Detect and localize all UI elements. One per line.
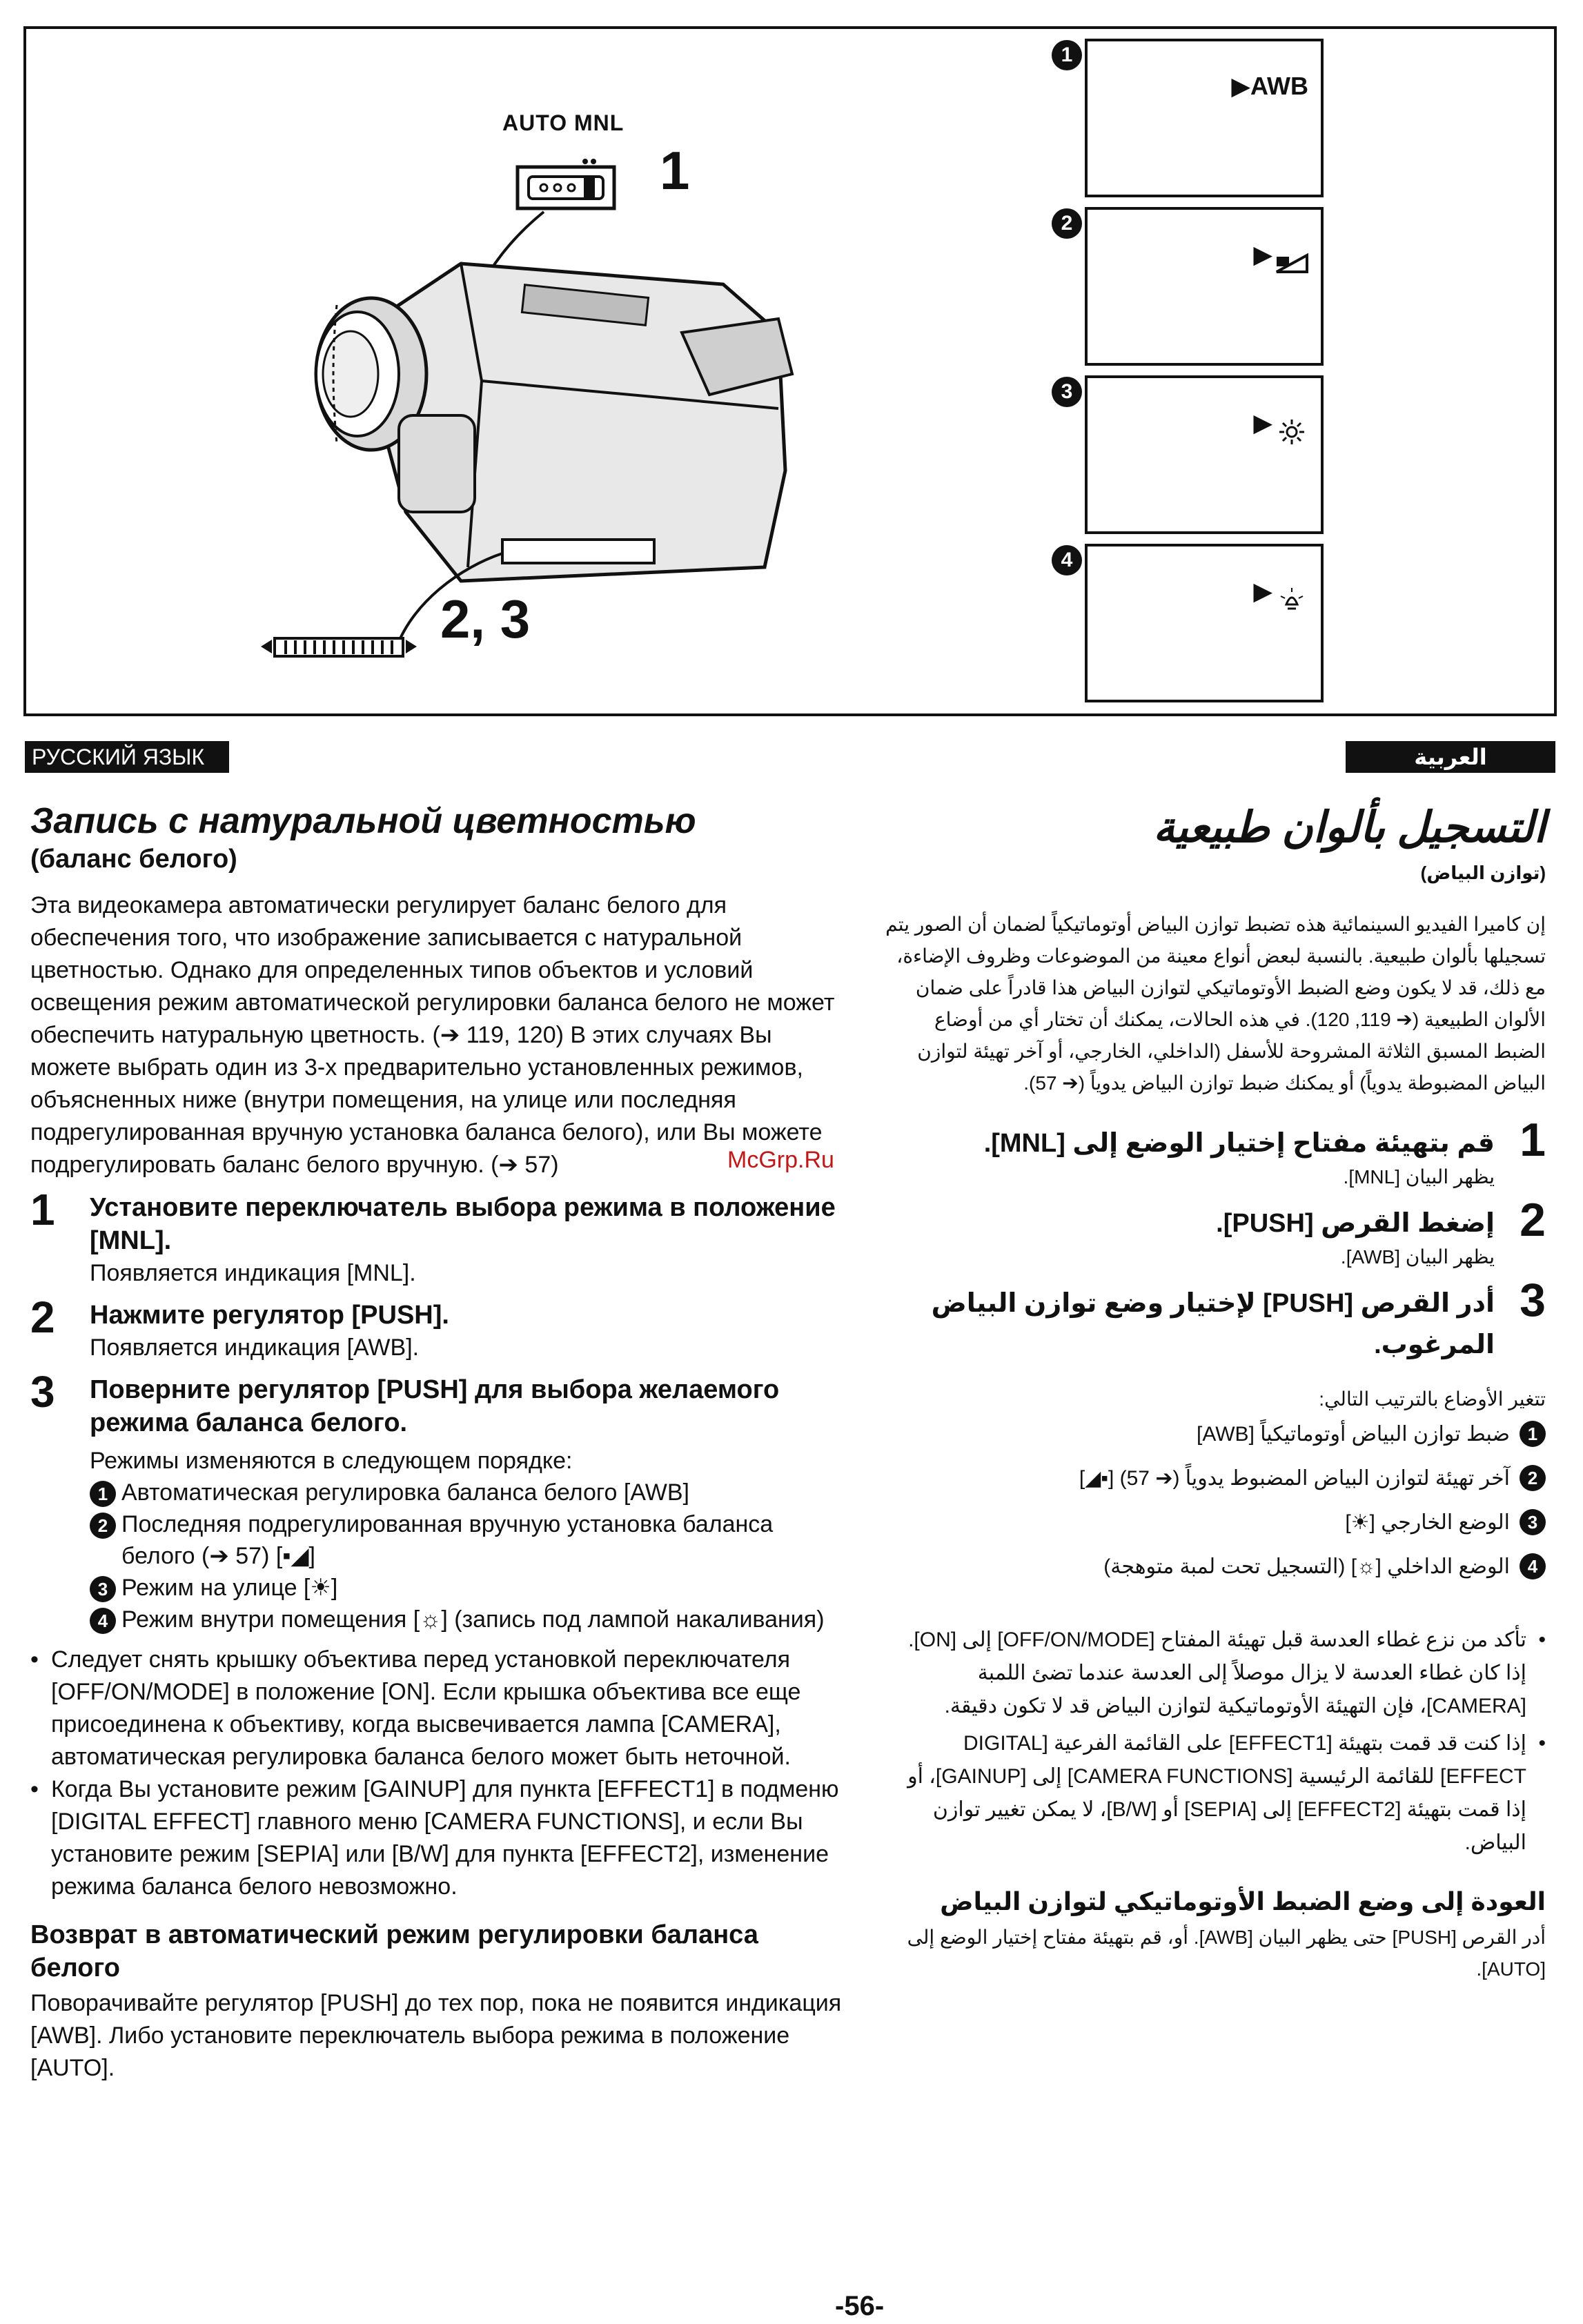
step-note: Появляется индикация [AWB]. xyxy=(90,1335,420,1361)
mode-item xyxy=(883,1545,1546,1589)
step-title: إضغط القرص [PUSH]. xyxy=(1216,1209,1495,1238)
step-number: 1 xyxy=(30,1185,55,1234)
step-number: 3 xyxy=(30,1367,55,1417)
watermark: McGrp.Ru xyxy=(727,1147,834,1173)
awb-indicator: ▶AWB xyxy=(1231,72,1308,100)
russian-return-text: Поворачивайте регулятор [PUSH] до тех пор, пока не появится индикация [AWB]. Либо установите переключатель выбора режима в положение [AUTO]. xyxy=(30,1990,842,2081)
mode-item xyxy=(883,1501,1546,1545)
russian-title: Запись с натуральной цветностью xyxy=(30,801,696,841)
figure-step-1-label: 1 xyxy=(660,140,690,201)
switch-caption: AUTO MNL xyxy=(502,110,625,135)
arabic-step-1 xyxy=(883,1114,1546,1190)
page-number: -56- xyxy=(835,2291,885,2321)
mode-text: Режим на улице [☀] xyxy=(121,1575,338,1601)
step-title: Установите переключатель выбора режима в положение [MNL]. xyxy=(90,1193,836,1255)
russian-step-3 xyxy=(30,1367,845,1635)
screen-panel-awb xyxy=(1085,39,1324,197)
arabic-modes-intro: تتغير الأوضاع بالترتيب التالي: xyxy=(1319,1388,1546,1410)
arabic-subtitle: (توازن البياض) xyxy=(1420,863,1546,883)
mode-item xyxy=(90,1477,845,1508)
arabic-title: التسجيل بألوان طبيعية xyxy=(1153,804,1546,851)
arrow-indicator: ▶ xyxy=(1253,240,1272,268)
lamp-icon xyxy=(1278,587,1306,614)
arabic-note-digital-effect: • إذا كنت قد قمت بتهيئة [EFFECT1] على القائمة الفرعية [DIGITAL EFFECT] للقائمة الرئيسية [CAMERA FUNCTIONS] إلى [GAINUP]، أو إذا قمت بتهيئة [EFFECT2] إلى [SEPIA] أو [B/W]، لا يمكن تغيير توازن البياض. xyxy=(883,1727,1546,1860)
figure-step-2-3-label: 2, 3 xyxy=(440,589,531,649)
arrow-indicator: ▶ xyxy=(1253,408,1272,437)
russian-intro: Эта видеокамера автоматически регулирует баланс белого для обеспечения того, что изображение записывается с натуральной цветностью. Однако для определенных типов объектов и условий освещения режим автоматической регулировки баланса белого не может обеспечить натуральную цветность. (➔ 119, 120) В этих случаях Вы можете выбрать один из 3-х предварительно установленных режимов, объясненных ниже (внутри помещения, на улице или последняя подрегулированная вручную установка баланса белого), или Вы можете подрегулировать баланс белого вручную. (➔ 57) xyxy=(30,892,835,1178)
mode-number: 3 xyxy=(90,1576,116,1602)
screen-1-number: 1 xyxy=(1052,40,1082,70)
screen-panel-indoor xyxy=(1085,544,1324,702)
mode-switch-icon xyxy=(518,159,614,208)
mode-text: آخر تهيئة لتوازن البياض المضبوط يدوياً (➔ 57) [▪◢] xyxy=(1079,1467,1510,1490)
screen-4-number: 4 xyxy=(1052,545,1082,575)
mode-text: Автоматическая регулировка баланса белого [AWB] xyxy=(121,1479,689,1506)
arabic-return-title: العودة إلى وضع الضبط الأوتوماتيكي لتوازن البياض xyxy=(940,1887,1546,1916)
mode-number: 3 xyxy=(1520,1509,1546,1535)
screen-2-number: 2 xyxy=(1052,208,1082,239)
mode-item xyxy=(883,1412,1546,1457)
mode-item xyxy=(90,1572,845,1604)
step-note: يظهر البيان [MNL]. xyxy=(1343,1166,1495,1188)
illustration-frame xyxy=(23,26,1557,716)
mode-number: 1 xyxy=(90,1481,116,1507)
mode-number: 2 xyxy=(1520,1465,1546,1491)
russian-subtitle: (баланс белого) xyxy=(30,845,237,874)
arabic-language-tag: العربية xyxy=(1346,741,1555,773)
screen-panel-outdoor xyxy=(1085,375,1324,534)
camcorder-illustration xyxy=(254,84,875,664)
manual-white-balance-icon xyxy=(1275,253,1308,276)
mode-item xyxy=(90,1508,845,1572)
mode-number: 2 xyxy=(90,1513,116,1539)
step-title: Поверните регулятор [PUSH] для выбора желаемого режима баланса белого. xyxy=(90,1375,780,1437)
mode-text: الوضع الخارجي [☀] xyxy=(1345,1511,1510,1534)
arabic-return-text: أدر القرص [PUSH] حتى يظهر البيان [AWB]. أو، قم بتهيئة مفتاح إختيار الوضع إلى [AUTO]. xyxy=(907,1927,1546,1980)
mode-number: 4 xyxy=(90,1608,116,1634)
step-number: 3 xyxy=(1520,1274,1546,1326)
mode-text: Режим внутри помещения [☼] (запись под лампой накаливания) xyxy=(121,1606,825,1633)
step-note: Появляется индикация [MNL]. xyxy=(90,1260,416,1286)
step-number: 2 xyxy=(30,1292,55,1342)
arabic-step-2 xyxy=(883,1194,1546,1270)
mode-text: Последняя подрегулированная вручную установка баланса белого (➔ 57) [▪◢] xyxy=(121,1511,774,1569)
mode-text: الوضع الداخلي [☼] (التسجيل تحت لمبة متوهجة) xyxy=(1103,1555,1510,1578)
mode-number: 4 xyxy=(1520,1553,1546,1579)
screen-3-number: 3 xyxy=(1052,377,1082,407)
arrow-indicator: ▶ xyxy=(1253,577,1272,605)
push-dial-icon xyxy=(261,638,417,656)
arabic-step-3 xyxy=(883,1274,1546,1366)
step-note: Режимы изменяются в следующем порядке: xyxy=(90,1448,573,1474)
russian-step-2 xyxy=(30,1292,845,1363)
step-number: 2 xyxy=(1520,1194,1546,1246)
arabic-column xyxy=(883,800,1546,1985)
sun-icon xyxy=(1278,418,1306,446)
russian-step-1 xyxy=(30,1185,845,1289)
step-title: أدر القرص [PUSH] لإختيار وضع توازن البياض المرغوب. xyxy=(931,1289,1495,1359)
mode-item xyxy=(883,1457,1546,1501)
russian-language-tag: РУССКИЙ ЯЗЫК xyxy=(25,741,229,773)
step-note: يظهر البيان [AWB]. xyxy=(1340,1246,1495,1268)
russian-note-digital-effect: • Когда Вы установите режим [GAINUP] для пункта [EFFECT1] в подменю [DIGITAL EFFECT] главного меню [CAMERA FUNCTIONS], и если Вы установите режим [SEPIA] или [B/W] для пункта [EFFECT2], изменение режима баланса белого невозможно. xyxy=(30,1773,845,1903)
russian-note-lens-cap: • Следует снять крышку объектива перед установкой переключателя [OFF/ON/MODE] в положение [ON]. Если крышка объектива все еще присоединена к объективу, когда высвечивается лампа [CAMERA], автоматическая регулировка баланса белого может быть неточной. xyxy=(30,1644,845,1773)
screen-panel-manual xyxy=(1085,207,1324,366)
step-title: Нажмите регулятор [PUSH]. xyxy=(90,1301,449,1330)
step-title: قم بتهيئة مفتاح إختيار الوضع إلى [MNL]. xyxy=(983,1129,1495,1158)
arabic-note-lens-cap: • تأكد من نزع غطاء العدسة قبل تهيئة المفتاح [OFF/ON/MODE] إلى [ON]. إذا كان غطاء العدسة لا يزال موصلاً إلى العدسة عندما تضئ اللمبة [CAMERA]، فإن التهيئة الأوتوماتيكية لتوازن البياض قد لا تكون دقيقة. xyxy=(883,1624,1546,1723)
mode-item xyxy=(90,1604,845,1635)
step-number: 1 xyxy=(1520,1114,1546,1166)
russian-return-title: Возврат в автоматический режим регулировки баланса белого xyxy=(30,1920,758,1982)
russian-column xyxy=(30,800,845,2085)
mode-text: ضبط توازن البياض أوتوماتيكياً [AWB] xyxy=(1197,1423,1510,1446)
arabic-intro: إن كاميرا الفيديو السينمائية هذه تضبط توازن البياض أوتوماتيكياً لضمان أن الصور يتم تسجيلها بألوان طبيعية. بالنسبة لبعض أنواع معينة من الموضوعات وظروف الإضاءة، مع ذلك، قد لا يكون وضع الضبط الأوتوماتيكي لتوازن البياض هذا قادراً على ضمان الألوان الطبيعية (➔ 119, 120). في هذه الحالات، يمكنك أن تختار أي من أوضاع الضبط المسبق الثلاثة المشروحة للأسفل (الداخلي، الخارجي، أو آخر تهيئة لتوازن البياض المضبوطة يدوياً) أو يمكنك ضبط توازن البياض يدوياً (➔ 57). xyxy=(885,914,1546,1094)
mode-number: 1 xyxy=(1520,1421,1546,1447)
